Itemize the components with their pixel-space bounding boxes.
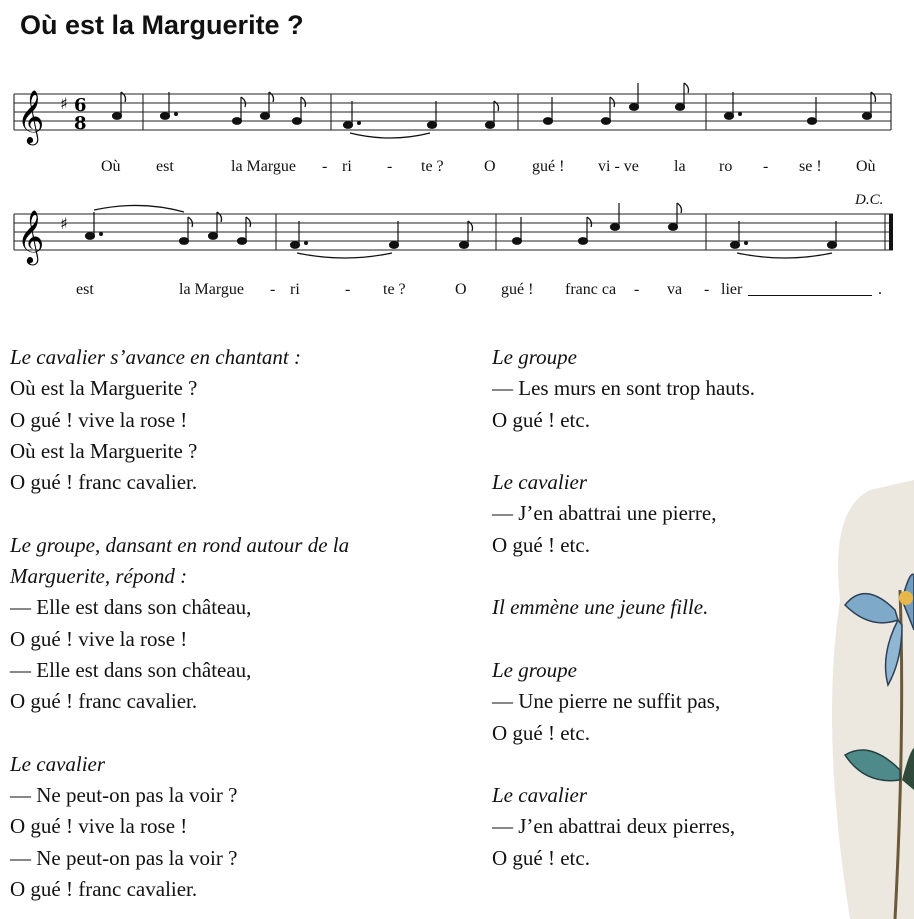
text-line [492, 436, 755, 467]
text-line: Le cavalier [492, 783, 588, 808]
lyric: franc ca [565, 281, 617, 298]
lyric: ri [342, 158, 352, 175]
text-line: Le cavalier s’avance en chantant : [10, 345, 301, 369]
music-staff-2 [0, 200, 914, 270]
text-line: — Elle est dans son château, [10, 595, 252, 620]
lyric: ro [719, 158, 733, 175]
text-line: O gué ! franc cavalier. [10, 689, 198, 714]
left-lyrics-column [10, 342, 349, 905]
text-line [10, 498, 349, 529]
text-line: Où est la Marguerite ? [10, 438, 198, 463]
lyric: te ? [383, 281, 406, 298]
page-title: Où est la Marguerite ? [20, 10, 304, 40]
lyric: ri [290, 281, 300, 298]
text-line: Le groupe [492, 345, 577, 369]
text-line: — J’en abattrai deux pierres, [492, 814, 736, 839]
text-line [492, 749, 755, 780]
svg-text:♯: ♯ [60, 214, 68, 233]
text-line: — Ne peut-on pas la voir ? [10, 845, 238, 870]
lyric: - [387, 158, 393, 175]
treble-clef-icon: 𝄞 [17, 89, 45, 143]
lyric: est [156, 158, 174, 175]
da-capo-mark: D.C. [855, 192, 884, 208]
text-line: Marguerite, répond : [10, 564, 188, 589]
text-line: O gué ! etc. [492, 845, 590, 870]
text-line: — Une pierre ne suffit pas, [492, 689, 721, 714]
text-line: Le groupe [492, 657, 577, 682]
lyric: la Margue [179, 281, 245, 298]
text-line [492, 624, 755, 655]
lyric-extender-line [748, 295, 872, 296]
lyric: te ? [421, 158, 444, 175]
text-line: — Les murs en sont trop hauts. [492, 376, 756, 401]
lyric: gué ! [501, 281, 534, 298]
text-line: O gué ! etc. [492, 407, 590, 432]
text-line: Le cavalier [10, 751, 106, 776]
text-line: O gué ! franc cavalier. [10, 470, 198, 495]
treble-clef-icon: 𝄞 [17, 209, 45, 263]
lyric: O [455, 281, 467, 298]
lyric: O [484, 158, 496, 175]
time-sig-bottom: 8 [74, 113, 87, 134]
lyric: est [76, 281, 94, 298]
lyric: . [878, 281, 882, 298]
text-line: O gué ! vive la rose ! [10, 407, 188, 432]
text-line: — J’en abattrai une pierre, [492, 501, 717, 526]
music-staff-1 [0, 80, 914, 150]
text-line: O gué ! franc cavalier. [10, 877, 198, 902]
text-line: O gué ! vive la rose ! [10, 814, 188, 839]
lyric: va [667, 281, 683, 298]
lyric: - [322, 158, 328, 175]
lyric: Où [856, 158, 876, 175]
lyric: la Margue [231, 158, 297, 175]
lyric: - [345, 281, 351, 298]
text-line: Il emmène une jeune fille. [492, 595, 709, 620]
lyric: se ! [799, 158, 822, 175]
flower-illustration [810, 480, 914, 919]
lyric: - [704, 281, 710, 298]
lyric: gué ! [532, 158, 565, 175]
lyric: lier [721, 281, 743, 298]
text-line [492, 561, 755, 592]
text-line: — Elle est dans son château, [10, 657, 252, 682]
lyric: - [634, 281, 640, 298]
lyric: - [763, 158, 769, 175]
right-lyrics-column [492, 342, 755, 874]
text-line: O gué ! etc. [492, 532, 590, 557]
lyric: Où [101, 158, 121, 175]
lyric: la [674, 158, 686, 175]
svg-text:♯: ♯ [60, 94, 68, 113]
text-line: Le groupe, dansant en rond autour de la [10, 532, 350, 557]
text-line [10, 718, 349, 749]
lyric: - [270, 281, 276, 298]
text-line: O gué ! vive la rose ! [10, 626, 188, 651]
text-line: Le cavalier [492, 470, 588, 495]
text-line: — Ne peut-on pas la voir ? [10, 783, 238, 808]
time-sig-top: 6 [74, 95, 87, 116]
lyric: vi - ve [598, 158, 639, 175]
text-line: Où est la Marguerite ? [10, 376, 198, 401]
text-line: O gué ! etc. [492, 720, 590, 745]
